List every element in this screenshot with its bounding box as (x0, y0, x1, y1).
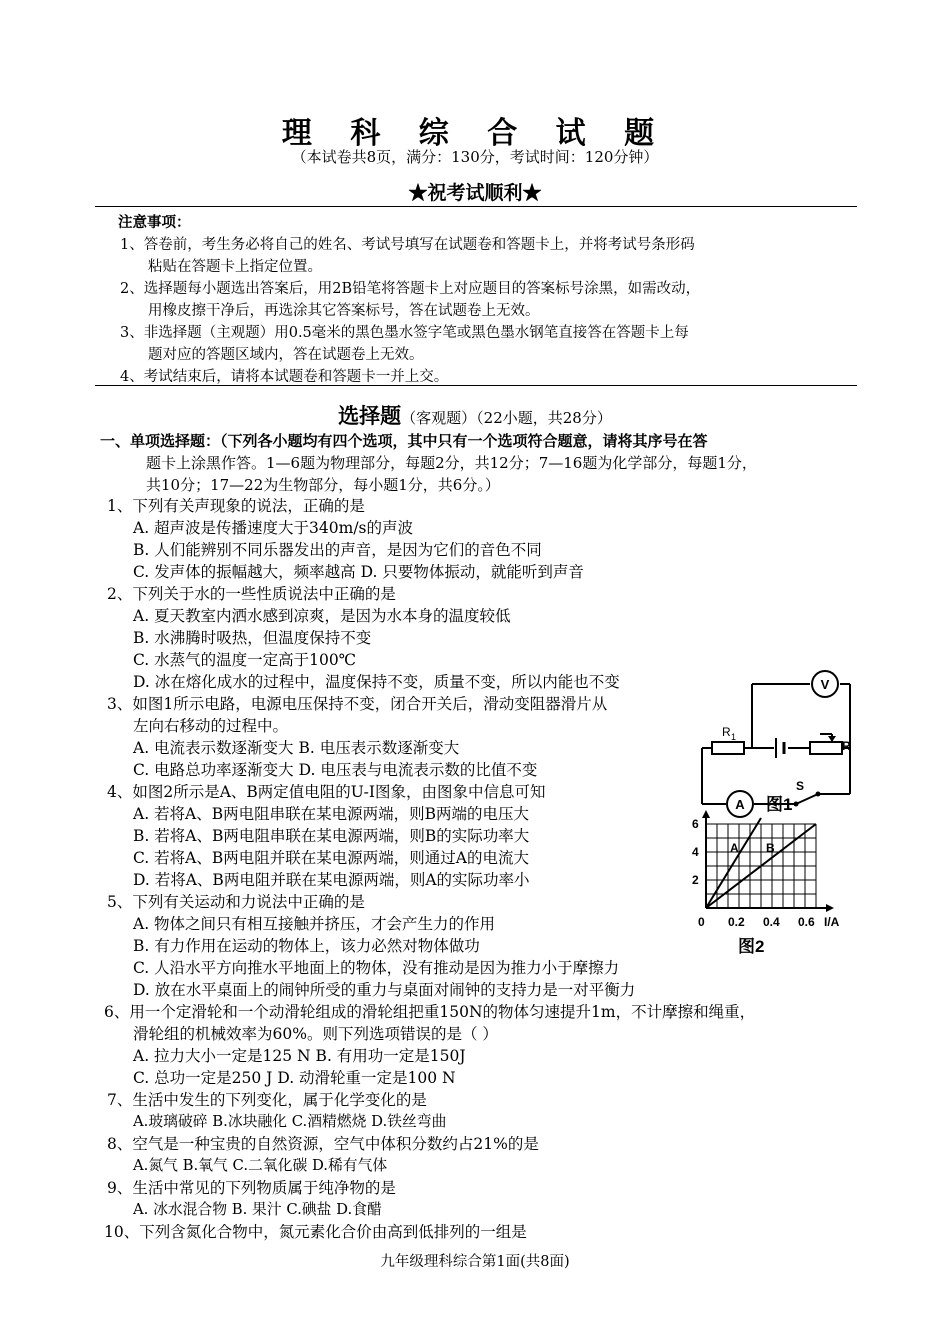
question-stem: 6、用一个定滑轮和一个动滑轮组成的滑轮组把重150N的物体匀速提升1m，不计摩擦和绳重， (104, 1003, 756, 1021)
r1-label: R (722, 725, 731, 739)
question-stem: 7、生活中发生的下列变化，属于化学变化的是 (107, 1091, 427, 1109)
question-stem: 3、如图1所示电路，电源电压保持不变，闭合开关后，滑动变阻器滑片从 (107, 695, 608, 713)
question-stem: 1、下列有关声现象的说法，正确的是 (107, 497, 365, 515)
voltmeter-label: V (820, 677, 830, 692)
option-line: A. 物体之间只有相互接触并挤压，才会产生力的作用 (133, 915, 496, 933)
option-line: B. 有力作用在运动的物体上，该力必然对物体做功 (133, 937, 480, 955)
option-line: A. 超声波是传播速度大于340m/s的声波 (133, 519, 414, 537)
bottom-divider (95, 385, 857, 386)
notice-title: 注意事项： (118, 214, 191, 231)
notice-line: 3、非选择题（主观题）用0.5毫米的黑色墨水签字笔或黑色墨水钢笔直接答在答题卡上每 (120, 325, 689, 341)
question-stem-cont: 滑轮组的机械效率为60%。则下列选项错误的是（ ） (133, 1025, 498, 1043)
question-stem: 5、下列有关运动和力说法中正确的是 (107, 893, 365, 911)
question-stem: 4、如图2所示是A、B两定值电阻的U-I图象，由图象中信息可知 (107, 783, 546, 801)
x-tick: 0.6 (798, 915, 815, 929)
rheostat-label: R (842, 739, 851, 753)
x-tick: 0.4 (763, 915, 780, 929)
instructions-line: 题卡上涂黑作答。1—6题为物理部分，每题2分，共12分；7—16题为化学部分，每题1分， (146, 454, 757, 472)
option-line: D. 若将A、B两电阻并联在某电源两端，则A的实际功率小 (133, 871, 530, 889)
question-stem: 10、下列含氮化合物中，氮元素化合价由高到低排列的一组是 (104, 1223, 527, 1241)
top-divider (95, 206, 857, 207)
notice-line: 题对应的答题区域内，答在试题卷上无效。 (148, 347, 424, 363)
instructions-line: 一、单项选择题：（下列各小题均有四个选项，其中只有一个选项符合题意，请将其序号在答 (100, 432, 708, 450)
option-line: D. 冰在熔化成水的过程中，温度保持不变，质量不变，所以内能也不变 (133, 673, 620, 691)
notice-line: 粘贴在答题卡上指定位置。 (148, 259, 322, 275)
good-luck-banner: ★祝考试顺利★ (408, 182, 542, 204)
notice-line: 用橡皮擦干净后，再选涂其它答案标号，答在试题卷上无效。 (148, 303, 540, 319)
page-footer: 九年级理科综合第1面(共8面) (380, 1254, 570, 1270)
section-subtitle: （客观题）（22小题，共28分） (401, 409, 612, 427)
ammeter-label: A (735, 797, 745, 812)
option-line: C. 总功一定是250 J D. 动滑轮重一定是100 N (133, 1069, 456, 1087)
notice-line: 4、考试结束后，请将本试题卷和答题卡一并上交。 (120, 369, 449, 385)
option-line: B. 人们能辨别不同乐器发出的声音，是因为它们的音色不同 (133, 541, 542, 559)
option-line: A. 电流表示数逐渐变大 B. 电压表示数逐渐变大 (133, 739, 460, 757)
option-line: C. 若将A、B两电阻并联在某电源两端，则通过A的电流大 (133, 849, 529, 867)
option-line: A.氮气 B.氧气 C.二氧化碳 D.稀有气体 (133, 1157, 388, 1174)
series-b-label: B (766, 841, 775, 855)
fig1-caption: 图1 (766, 795, 793, 814)
x-axis-label: I/A (824, 915, 840, 929)
series-a-label: A (730, 841, 739, 855)
x-tick: 0.2 (728, 915, 745, 929)
notice-line: 1、答卷前，考生务必将自己的姓名、考试号填写在试题卷和答题卡上，并将考试号条形码 (120, 237, 695, 253)
option-line: A.玻璃破碎 B.冰块融化 C.酒精燃烧 D.铁丝弯曲 (133, 1113, 447, 1130)
option-line: B. 若将A、B两电阻串联在某电源两端，则B的实际功率大 (133, 827, 530, 845)
exam-info: （本试卷共8页，满分：130分，考试时间：120分钟） (291, 148, 659, 166)
r1-subscript: 1 (731, 732, 737, 742)
ui-graph-fig2 (688, 808, 858, 934)
option-line: D. 放在水平桌面上的闹钟所受的重力与桌面对闹钟的支持力是一对平衡力 (133, 981, 636, 999)
x-tick: 0 (698, 915, 705, 929)
y-tick: 4 (692, 845, 699, 859)
y-tick: 2 (692, 873, 699, 887)
question-stem-cont: 左向右移动的过程中。 (133, 717, 289, 735)
option-line: A. 夏天教室内洒水感到凉爽，是因为水本身的温度较低 (133, 607, 511, 625)
page-title: 理 科 综 合 试 题 (281, 116, 669, 151)
option-line: C. 人沿水平方向推水平地面上的物体，没有推动是因为推力小于摩擦力 (133, 959, 620, 977)
option-line: A. 若将A、B两电阻串联在某电源两端，则B两端的电压大 (133, 805, 530, 823)
option-line: B. 水沸腾时吸热，但温度保持不变 (133, 629, 372, 647)
question-stem: 9、生活中常见的下列物质属于纯净物的是 (107, 1179, 396, 1197)
question-stem: 8、空气是一种宝贵的自然资源，空气中体积分数约占21%的是 (107, 1135, 539, 1153)
switch-label: S (796, 779, 805, 793)
section-heading (0, 400, 950, 430)
notice-line: 2、选择题每小题选出答案后，用2B铅笔将答题卡上对应题目的答案标号涂黑，如需改动， (120, 281, 701, 297)
instructions-line: 共10分；17—22为生物部分，每小题1分，共6分。） (146, 476, 500, 494)
option-line: C. 电路总功率逐渐变大 D. 电压表与电流表示数的比值不变 (133, 761, 538, 779)
option-line: C. 发声体的振幅越大，频率越高 D. 只要物体振动，就能听到声音 (133, 563, 584, 581)
section-title: 选择题 (338, 403, 402, 428)
option-line: A. 拉力大小一定是125 N B. 有用功一定是150J (133, 1047, 466, 1065)
y-tick: 6 (692, 817, 699, 831)
option-line: A. 冰水混合物 B. 果汁 C.碘盐 D.食醋 (133, 1201, 382, 1218)
fig2-caption: 图2 (738, 937, 765, 956)
question-stem: 2、下列关于水的一些性质说法中正确的是 (107, 585, 396, 603)
option-line: C. 水蒸气的温度一定高于100℃ (133, 651, 357, 669)
